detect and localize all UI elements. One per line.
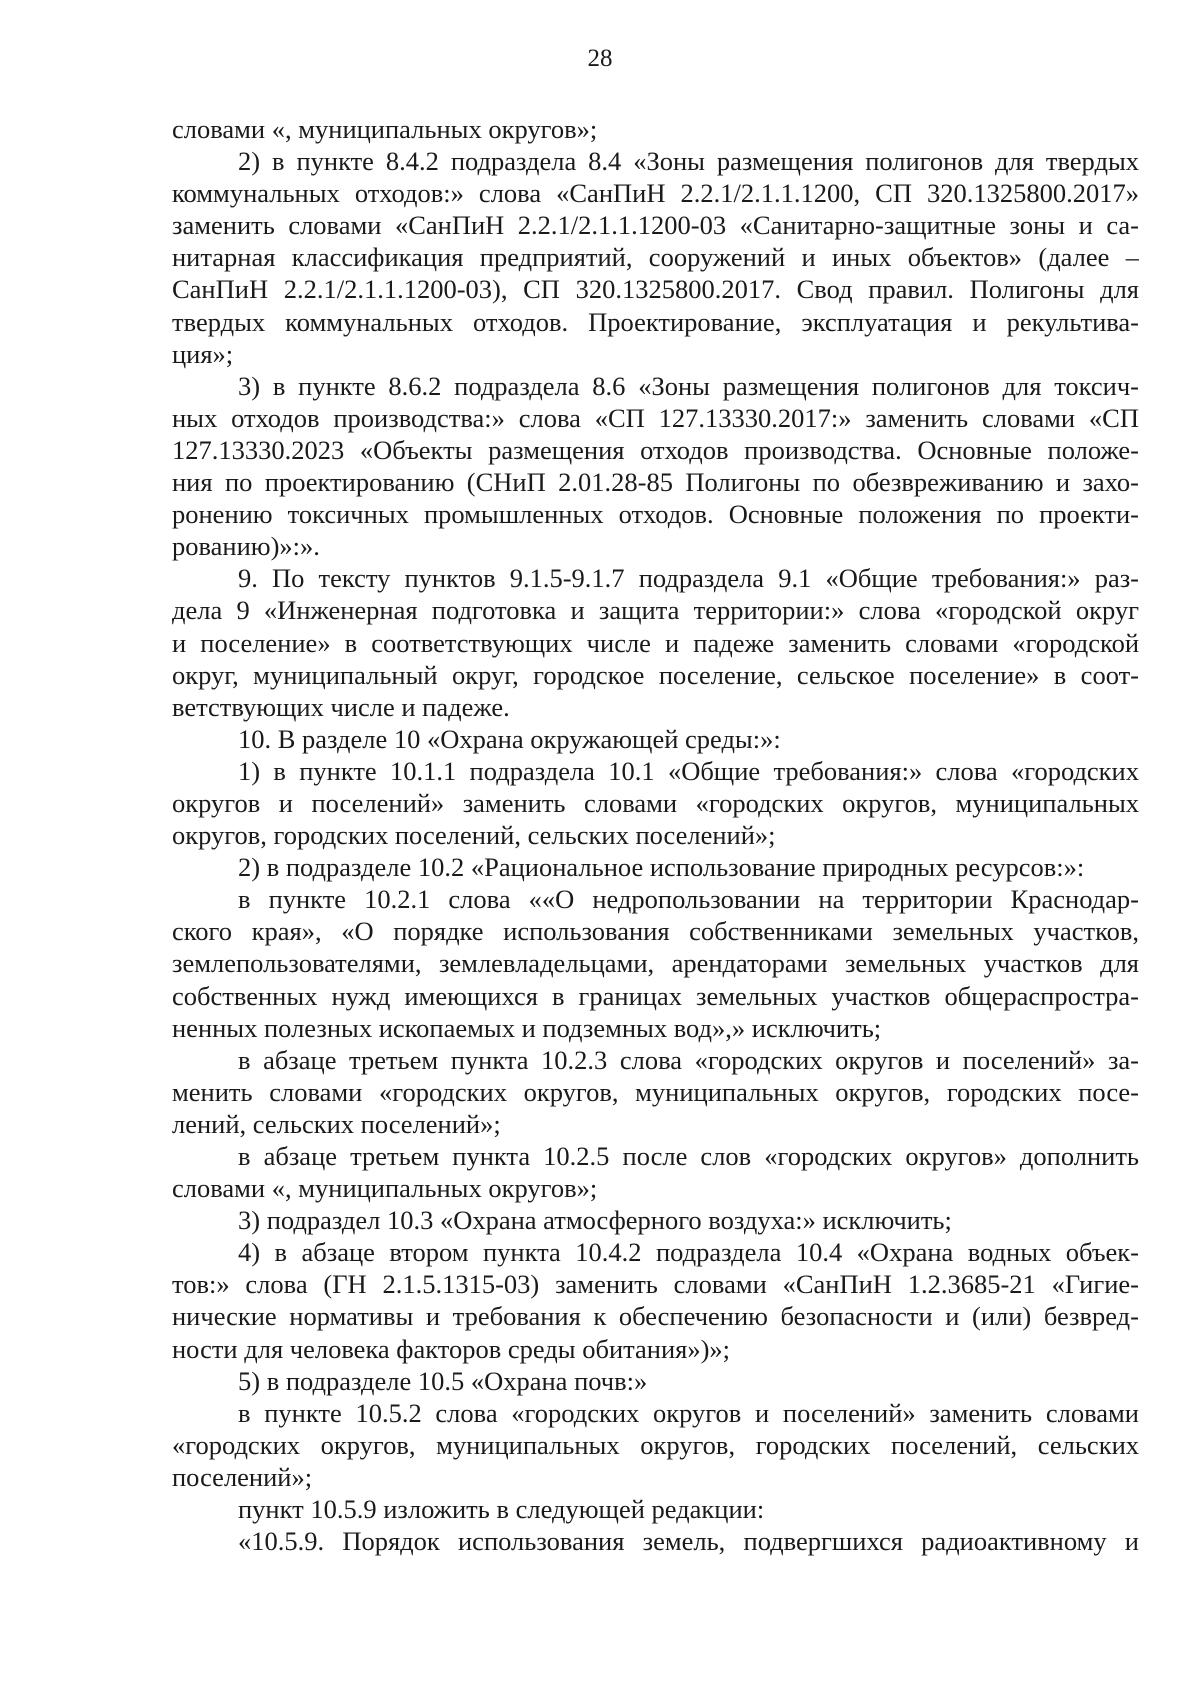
text-line: округов и поселений» заменить словами «городских округов, муниципальных	[172, 787, 1139, 818]
text-line: 3) в пункте 8.6.2 подраздела 8.6 «Зоны размещения полигонов для токсич-	[238, 370, 1139, 401]
text-line: ности для человека факторов среды обитания»)»;	[172, 1333, 731, 1364]
text-line: 2) в подразделе 10.2 «Рациональное использование природных ресурсов:»:	[238, 852, 1085, 883]
text-line: ненных полезных ископаемых и подземных вод»,» исключить;	[172, 1012, 882, 1043]
text-line: 10. В разделе 10 «Охрана окружающей среды:»:	[238, 723, 781, 754]
text-line: округ, муниципальный округ, городское поселение, сельское поселение» в соот-	[172, 659, 1139, 690]
text-line: СанПиН 2.2.1/2.1.1.1200-03), СП 320.1325800.2017. Свод правил. Полигоны для	[172, 274, 1139, 305]
text-line: «10.5.9. Порядок использования земель, подвергшихся радиоактивному и	[238, 1526, 1139, 1557]
text-line: ского края», «О порядке использования собственниками земельных участков,	[172, 916, 1139, 947]
text-line: словами «, муниципальных округов»;	[172, 114, 598, 144]
text-line: 2) в пункте 8.4.2 подраздела 8.4 «Зоны размещения полигонов для твердых	[238, 146, 1139, 177]
text-line: землепользователями, землевладельцами, арендаторами земельных участков для	[172, 948, 1139, 979]
text-line: нитарная классификация предприятий, сооружений и иных объектов» (далее –	[172, 242, 1139, 273]
text-line: ветствующих числе и падеже.	[172, 691, 510, 722]
text-line: заменить словами «СанПиН 2.2.1/2.1.1.1200-03 «Санитарно-защитные зоны и са-	[172, 210, 1139, 241]
text-line: «городских округов, муниципальных округов, городских поселений, сельских	[172, 1429, 1139, 1460]
page-number: 28	[587, 45, 613, 72]
text-line: 9. По тексту пунктов 9.1.5-9.1.7 подраздела 9.1 «Общие требования:» раз-	[238, 563, 1139, 594]
text-line: рованию)»:».	[172, 531, 320, 562]
text-line: собственных нужд имеющихся в границах земельных участков общераспростра-	[172, 980, 1139, 1011]
text-line: в пункте 10.5.2 слова «городских округов и поселений» заменить словами	[238, 1397, 1139, 1428]
text-line: коммунальных отходов:» слова «СанПиН 2.2.1/2.1.1.1200, СП 320.1325800.2017»	[172, 178, 1139, 209]
text-line: 1) в пункте 10.1.1 подраздела 10.1 «Общие требования:» слова «городских	[238, 755, 1139, 786]
text-line: поселений»;	[172, 1461, 313, 1492]
text-line: ронению токсичных промышленных отходов. Основные положения по проекти-	[172, 499, 1139, 530]
text-line: ных отходов производства:» слова «СП 127.13330.2017:» заменить словами «СП	[172, 402, 1139, 433]
document-body	[172, 113, 1139, 1557]
text-line: и поселение» в соответствующих числе и падеже заменить словами «городской	[172, 627, 1139, 658]
text-line: 4) в абзаце втором пункта 10.4.2 подраздела 10.4 «Охрана водных объек-	[238, 1237, 1139, 1268]
text-line: ция»;	[172, 338, 234, 369]
text-line: тов:» слова (ГН 2.1.5.1315-03) заменить словами «СанПиН 1.2.3685-21 «Гигие-	[172, 1269, 1139, 1300]
text-line: в пункте 10.2.1 слова ««О недропользовании на территории Краснодар-	[238, 884, 1139, 915]
text-line: 3) подраздел 10.3 «Охрана атмосферного воздуха:» исключить;	[238, 1205, 952, 1236]
text-line: лений, сельских поселений»;	[172, 1108, 501, 1139]
text-line: округов, городских поселений, сельских поселений»;	[172, 820, 776, 851]
text-line: нические нормативы и требования к обеспечению безопасности и (или) безвред-	[172, 1301, 1139, 1332]
text-line: ния по проектированию (СНиП 2.01.28-85 Полигоны по обезвреживанию и захо-	[172, 467, 1139, 498]
text-line: 127.13330.2023 «Объекты размещения отходов производства. Основные положе-	[172, 434, 1139, 465]
text-line: пункт 10.5.9 изложить в следующей редакции:	[238, 1494, 765, 1525]
text-line: твердых коммунальных отходов. Проектирование, эксплуатация и рекультива-	[172, 306, 1139, 337]
text-line: дела 9 «Инженерная подготовка и защита территории:» слова «городской округ	[172, 595, 1139, 626]
text-line: 5) в подразделе 10.5 «Охрана почв:»	[238, 1365, 648, 1396]
text-line: в абзаце третьем пункта 10.2.3 слова «городских округов и поселений» за-	[238, 1044, 1139, 1075]
text-line: в абзаце третьем пункта 10.2.5 после слов «городских округов» дополнить	[238, 1141, 1139, 1171]
text-line: словами «, муниципальных округов»;	[172, 1173, 598, 1204]
text-line: менить словами «городских округов, муниципальных округов, городских посе-	[172, 1076, 1139, 1107]
